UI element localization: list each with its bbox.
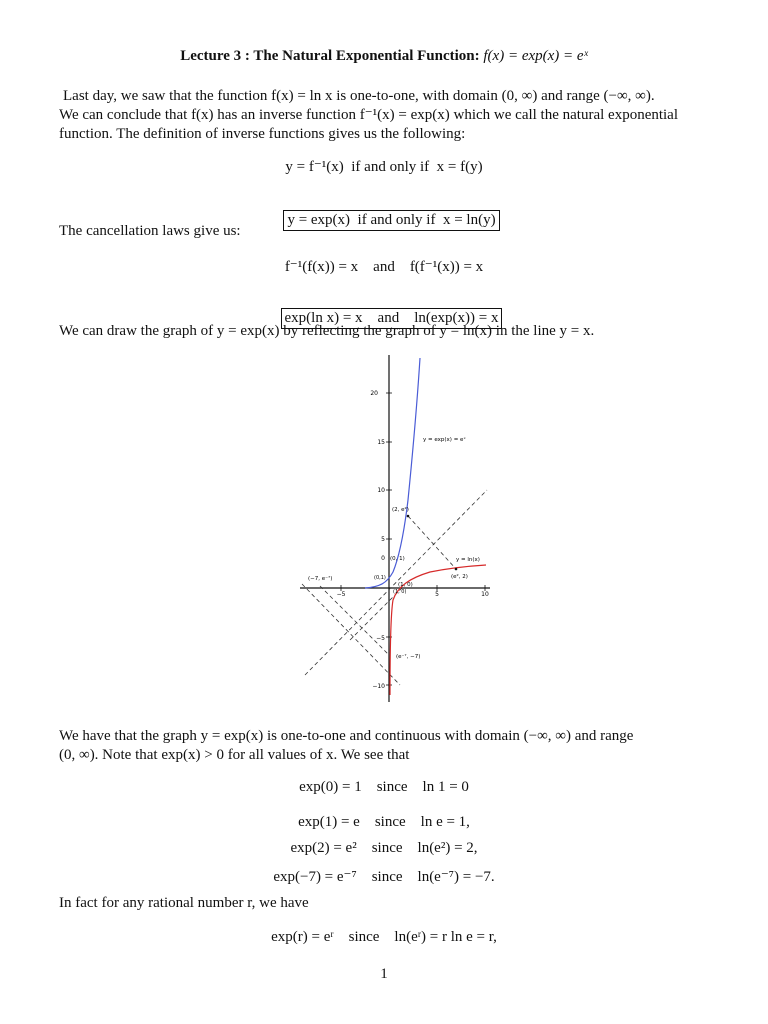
exp-ln-graph xyxy=(290,350,500,705)
title-bold: Lecture 3 : The Natural Exponential Function: xyxy=(180,48,480,64)
cancellation-boxed: exp(ln x) = x and ln(exp(x)) = x xyxy=(281,308,503,329)
intro-line-2: We can conclude that f(x) has an inverse function f⁻¹(x) = exp(x) which we call the natural exponential xyxy=(59,107,679,123)
label-ln: y = ln(x) xyxy=(456,557,480,563)
point-neg7: (−7, e⁻⁷) xyxy=(308,576,333,582)
page-number: 1 xyxy=(380,966,388,982)
title-math: f(x) = exp(x) = eˣ xyxy=(483,48,588,64)
reflection-line-3 xyxy=(302,584,400,685)
reflection-line-2 xyxy=(320,586,389,655)
rational-intro: In fact for any rational number r, we have xyxy=(59,895,309,911)
cancellation-intro: The cancellation laws give us: xyxy=(59,223,241,239)
intro-paragraph xyxy=(59,87,719,144)
example-exp-1: exp(1) = e since ln e = 1, xyxy=(298,814,470,830)
label-exp: y = exp(x) = eˣ xyxy=(423,437,466,443)
y-tick-20: 20 xyxy=(370,390,378,397)
point-e2-2: (e², 2) xyxy=(451,574,468,580)
point-2-e2: (2, e²) xyxy=(392,507,409,513)
point-small-2: (1, 0) xyxy=(393,589,407,595)
properties-line-2: (0, ∞). Note that exp(x) > 0 for all values of x. We see that xyxy=(59,747,410,763)
dot-ln-e2 xyxy=(455,568,458,571)
properties-line-1: We have that the graph y = exp(x) is one-to-one and continuous with domain (−∞, ∞) and range xyxy=(59,728,634,744)
graph-intro: We can draw the graph of y = exp(x) by reflecting the graph of y = ln(x) in the line y = x. xyxy=(59,323,595,339)
point-0-1: (0, 1) xyxy=(390,556,405,562)
point-e-neg7: (e⁻⁷, −7) xyxy=(396,654,421,660)
reflection-line-1 xyxy=(408,516,456,569)
dot-exp-2 xyxy=(407,515,410,518)
point-small-1: (0,1) xyxy=(374,575,386,581)
example-exp-0: exp(0) = 1 since ln 1 = 0 xyxy=(299,779,469,795)
y-tick-15: 15 xyxy=(377,439,385,446)
example-exp-2: exp(2) = e² since ln(e²) = 2, xyxy=(290,840,478,856)
rational-line: exp(r) = eʳ since ln(eʳ) = r ln e = r, xyxy=(271,929,497,945)
x-tick-5: 5 xyxy=(435,591,439,598)
lecture-title xyxy=(0,48,768,65)
example-exp-neg7: exp(−7) = e⁻⁷ since ln(e⁻⁷) = −7. xyxy=(273,869,495,885)
definition-boxed: y = exp(x) if and only if x = ln(y) xyxy=(283,210,499,231)
intro-line-1: Last day, we saw that the function f(x) = ln x is one-to-one, with domain (0, ∞) and range (−∞, ∞). xyxy=(63,88,655,104)
y-tick-neg5: −5 xyxy=(376,635,385,642)
y-tick-5: 5 xyxy=(381,536,385,543)
y-tick-10: 10 xyxy=(377,487,385,494)
x-tick-neg5: −5 xyxy=(336,591,346,598)
point-1-0-a: (1, 0) xyxy=(398,582,413,588)
x-tick-10: 10 xyxy=(481,591,489,598)
properties-paragraph xyxy=(59,727,719,765)
y-tick-0: 0 xyxy=(381,555,385,562)
definition-line: y = f⁻¹(x) if and only if x = f(y) xyxy=(285,159,483,175)
y-tick-neg10: −10 xyxy=(372,683,385,690)
line-y-equals-x xyxy=(305,490,487,675)
cancellation-line: f⁻¹(f(x)) = x and f(f⁻¹(x)) = x xyxy=(284,259,484,275)
intro-line-3: function. The definition of inverse functions gives us the following: xyxy=(59,126,466,142)
